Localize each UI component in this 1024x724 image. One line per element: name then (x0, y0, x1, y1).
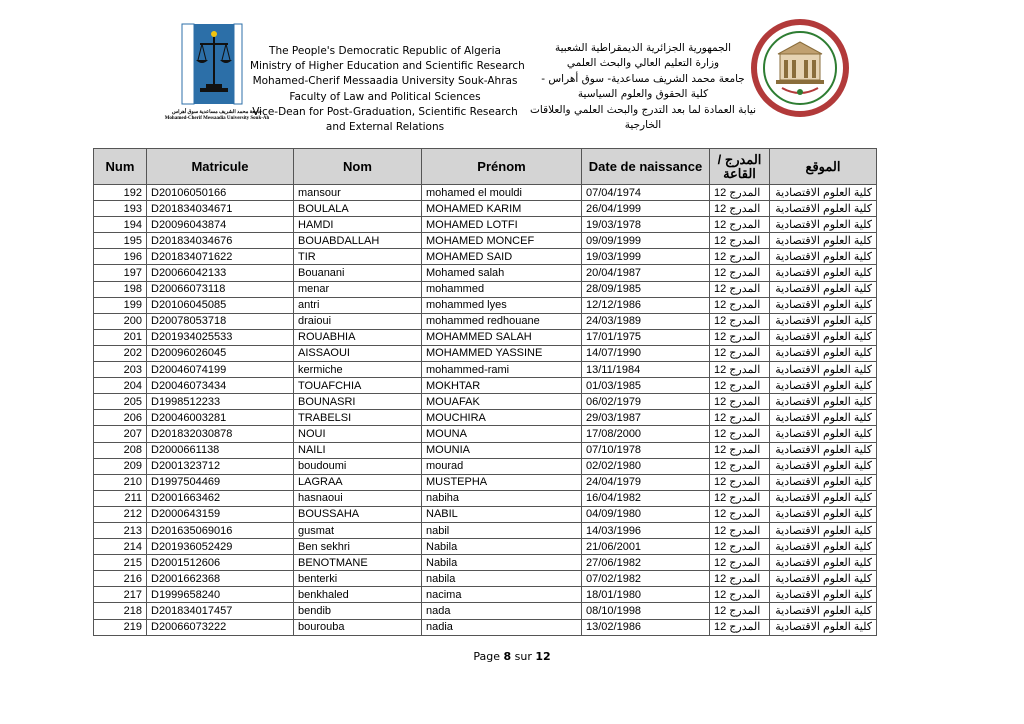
cell-matricule: D1997504469 (147, 474, 294, 490)
cell-num: 216 (94, 571, 147, 587)
table-row (94, 329, 877, 345)
cell-nom: TOUAFCHIA (294, 378, 422, 394)
cell-location: كلية العلوم الاقتصادية (770, 329, 877, 345)
cell-location: كلية العلوم الاقتصادية (770, 426, 877, 442)
logo-caption-english: Mohamed-Cherif Messaadia University Souk-Ah (164, 116, 270, 121)
header-ar-line-4: كلية الحقوق والعلوم السياسية (577, 88, 709, 101)
cell-date-naissance: 08/10/1998 (582, 603, 710, 619)
cell-date-naissance: 13/02/1986 (582, 619, 710, 635)
header-ar-line-2: وزارة التعليم العالي والبحث العلمي (566, 57, 720, 70)
cell-nom: HAMDI (294, 217, 422, 233)
table-row (94, 442, 877, 458)
cell-date-naissance: 01/03/1985 (582, 378, 710, 394)
cell-nom: Bouanani (294, 265, 422, 281)
cell-matricule: D2001662368 (147, 571, 294, 587)
cell-location: كلية العلوم الاقتصادية (770, 539, 877, 555)
header-en-line-1: The People's Democratic Republic of Algeria (269, 45, 501, 57)
cell-location: كلية العلوم الاقتصادية (770, 217, 877, 233)
cell-matricule: D20106045085 (147, 297, 294, 313)
cell-date-naissance: 16/04/1982 (582, 490, 710, 506)
cell-nom: hasnaoui (294, 490, 422, 506)
cell-prenom: NABIL (422, 506, 582, 522)
cell-num: 218 (94, 603, 147, 619)
cell-amphi-salle: المدرج 12 (710, 249, 770, 265)
cell-amphi-salle: المدرج 12 (710, 362, 770, 378)
cell-num: 201 (94, 329, 147, 345)
cell-num: 194 (94, 217, 147, 233)
cell-location: كلية العلوم الاقتصادية (770, 490, 877, 506)
cell-prenom: MOHAMED LOTFI (422, 217, 582, 233)
cell-nom: menar (294, 281, 422, 297)
cell-nom: gusmat (294, 522, 422, 538)
cell-date-naissance: 24/03/1989 (582, 313, 710, 329)
header-ar-line-6: الخارجية (624, 119, 662, 132)
table-row (94, 458, 877, 474)
cell-date-naissance: 19/03/1978 (582, 217, 710, 233)
cell-nom: benterki (294, 571, 422, 587)
cell-nom: BOUSSAHA (294, 506, 422, 522)
cell-nom: ROUABHIA (294, 329, 422, 345)
cell-matricule: D201834034676 (147, 233, 294, 249)
table-row (94, 233, 877, 249)
cell-nom: Ben sekhri (294, 539, 422, 555)
cell-matricule: D201635069016 (147, 522, 294, 538)
cell-num: 195 (94, 233, 147, 249)
table-header-row (94, 149, 877, 185)
cell-date-naissance: 24/04/1979 (582, 474, 710, 490)
cell-amphi-salle: المدرج 12 (710, 265, 770, 281)
faculty-seal-logo-right (750, 18, 850, 118)
cell-nom: kermiche (294, 362, 422, 378)
faculty-seal-icon (750, 18, 850, 118)
table-row (94, 394, 877, 410)
header-ar-line-3: جامعة محمد الشريف مساعدية- سوق أهراس - (541, 72, 745, 85)
cell-matricule: D20066042133 (147, 265, 294, 281)
cell-matricule: D201834071622 (147, 249, 294, 265)
cell-prenom: MOUCHIRA (422, 410, 582, 426)
cell-prenom: nacima (422, 587, 582, 603)
cell-num: 211 (94, 490, 147, 506)
table-row (94, 201, 877, 217)
table-row (94, 474, 877, 490)
cell-location: كلية العلوم الاقتصادية (770, 571, 877, 587)
col-header-amphi-salle: المدرج / القاعة (710, 149, 770, 185)
col-header-location: الموقع (770, 149, 877, 185)
table-row (94, 297, 877, 313)
cell-prenom: mohammed redhouane (422, 313, 582, 329)
header-ar-line-1: الجمهورية الجزائرية الديمقراطية الشعبية (554, 42, 732, 54)
cell-location: كلية العلوم الاقتصادية (770, 474, 877, 490)
cell-prenom: mohammed lyes (422, 297, 582, 313)
cell-num: 192 (94, 185, 147, 201)
cell-nom: benkhaled (294, 587, 422, 603)
header-en-line-6: and External Relations (325, 121, 445, 134)
cell-prenom: nabil (422, 522, 582, 538)
cell-prenom: MOHAMED KARIM (422, 201, 582, 217)
cell-num: 196 (94, 249, 147, 265)
cell-location: كلية العلوم الاقتصادية (770, 297, 877, 313)
table-row (94, 506, 877, 522)
cell-num: 200 (94, 313, 147, 329)
col-header-matricule: Matricule (147, 149, 294, 185)
cell-nom: TIR (294, 249, 422, 265)
cell-prenom: MOKHTAR (422, 378, 582, 394)
cell-num: 208 (94, 442, 147, 458)
cell-date-naissance: 06/02/1979 (582, 394, 710, 410)
cell-matricule: D20096043874 (147, 217, 294, 233)
cell-amphi-salle: المدرج 12 (710, 539, 770, 555)
cell-num: 205 (94, 394, 147, 410)
cell-location: كلية العلوم الاقتصادية (770, 394, 877, 410)
cell-date-naissance: 21/06/2001 (582, 539, 710, 555)
table-row (94, 249, 877, 265)
cell-amphi-salle: المدرج 12 (710, 297, 770, 313)
cell-amphi-salle: المدرج 12 (710, 426, 770, 442)
table-row (94, 362, 877, 378)
table-row (94, 490, 877, 506)
cell-matricule: D2000661138 (147, 442, 294, 458)
header-english (250, 44, 525, 135)
cell-date-naissance: 07/10/1978 (582, 442, 710, 458)
cell-amphi-salle: المدرج 12 (710, 490, 770, 506)
cell-location: كلية العلوم الاقتصادية (770, 619, 877, 635)
cell-prenom: nadia (422, 619, 582, 635)
cell-prenom: nada (422, 603, 582, 619)
cell-location: كلية العلوم الاقتصادية (770, 249, 877, 265)
header-en-line-4: Faculty of Law and Political Sciences (289, 90, 481, 103)
cell-location: كلية العلوم الاقتصادية (770, 313, 877, 329)
cell-amphi-salle: المدرج 12 (710, 394, 770, 410)
cell-num: 219 (94, 619, 147, 635)
cell-date-naissance: 07/04/1974 (582, 185, 710, 201)
table-row (94, 313, 877, 329)
cell-prenom: Mohamed salah (422, 265, 582, 281)
cell-num: 203 (94, 362, 147, 378)
cell-prenom: MOHAMMED YASSINE (422, 345, 582, 361)
cell-prenom: mohammed (422, 281, 582, 297)
cell-matricule: D201834017457 (147, 603, 294, 619)
cell-location: كلية العلوم الاقتصادية (770, 555, 877, 571)
cell-amphi-salle: المدرج 12 (710, 571, 770, 587)
cell-matricule: D201832030878 (147, 426, 294, 442)
cell-num: 214 (94, 539, 147, 555)
cell-nom: BENOTMANE (294, 555, 422, 571)
cell-nom: boudoumi (294, 458, 422, 474)
footer-separator: sur (514, 650, 532, 663)
cell-nom: antri (294, 297, 422, 313)
logo-caption-arabic: جامعة محمد الشريف مساعدية سوق أهراس (171, 110, 263, 115)
cell-nom: mansour (294, 185, 422, 201)
university-logo-left (180, 22, 244, 110)
cell-amphi-salle: المدرج 12 (710, 442, 770, 458)
cell-location: كلية العلوم الاقتصادية (770, 265, 877, 281)
cell-location: كلية العلوم الاقتصادية (770, 458, 877, 474)
table-row (94, 555, 877, 571)
cell-date-naissance: 19/03/1999 (582, 249, 710, 265)
cell-prenom: MOHAMED SAID (422, 249, 582, 265)
cell-prenom: Nabila (422, 539, 582, 555)
cell-num: 213 (94, 522, 147, 538)
cell-nom: TRABELSI (294, 410, 422, 426)
header-en-line-3: Mohamed-Cherif Messaadia University Souk-Ahras (252, 75, 518, 88)
cell-location: كلية العلوم الاقتصادية (770, 201, 877, 217)
cell-prenom: Nabila (422, 555, 582, 571)
cell-amphi-salle: المدرج 12 (710, 233, 770, 249)
cell-date-naissance: 12/12/1986 (582, 297, 710, 313)
scales-of-justice-emblem (180, 22, 244, 110)
cell-location: كلية العلوم الاقتصادية (770, 233, 877, 249)
cell-matricule: D20078053718 (147, 313, 294, 329)
cell-prenom: MOHAMMED SALAH (422, 329, 582, 345)
table-row (94, 619, 877, 635)
cell-matricule: D201934025533 (147, 329, 294, 345)
cell-location: كلية العلوم الاقتصادية (770, 410, 877, 426)
cell-num: 199 (94, 297, 147, 313)
cell-date-naissance: 29/03/1987 (582, 410, 710, 426)
cell-matricule: D20106050166 (147, 185, 294, 201)
table-row (94, 345, 877, 361)
cell-nom: draioui (294, 313, 422, 329)
cell-nom: AISSAOUI (294, 345, 422, 361)
cell-nom: LAGRAA (294, 474, 422, 490)
cell-date-naissance: 13/11/1984 (582, 362, 710, 378)
cell-date-naissance: 02/02/1980 (582, 458, 710, 474)
cell-amphi-salle: المدرج 12 (710, 217, 770, 233)
cell-matricule: D20046003281 (147, 410, 294, 426)
cell-amphi-salle: المدرج 12 (710, 474, 770, 490)
cell-amphi-salle: المدرج 12 (710, 458, 770, 474)
col-header-prenom: Prénom (422, 149, 582, 185)
cell-prenom: nabiha (422, 490, 582, 506)
table-row (94, 522, 877, 538)
table-row (94, 281, 877, 297)
cell-date-naissance: 28/09/1985 (582, 281, 710, 297)
cell-location: كلية العلوم الاقتصادية (770, 587, 877, 603)
table-row (94, 539, 877, 555)
table-row (94, 571, 877, 587)
cell-num: 207 (94, 426, 147, 442)
cell-amphi-salle: المدرج 12 (710, 329, 770, 345)
cell-num: 193 (94, 201, 147, 217)
cell-prenom: MOHAMED MONCEF (422, 233, 582, 249)
cell-nom: bourouba (294, 619, 422, 635)
cell-prenom: MOUNA (422, 426, 582, 442)
table-row (94, 378, 877, 394)
cell-amphi-salle: المدرج 12 (710, 201, 770, 217)
cell-num: 202 (94, 345, 147, 361)
cell-location: كلية العلوم الاقتصادية (770, 603, 877, 619)
cell-num: 217 (94, 587, 147, 603)
cell-date-naissance: 17/01/1975 (582, 329, 710, 345)
cell-num: 209 (94, 458, 147, 474)
cell-matricule: D1998512233 (147, 394, 294, 410)
cell-location: كلية العلوم الاقتصادية (770, 522, 877, 538)
table-row (94, 185, 877, 201)
table-row (94, 265, 877, 281)
col-header-nom: Nom (294, 149, 422, 185)
cell-date-naissance: 09/09/1999 (582, 233, 710, 249)
footer-page-prefix: Page (473, 650, 500, 663)
cell-prenom: mohammed-rami (422, 362, 582, 378)
cell-matricule: D20046074199 (147, 362, 294, 378)
header-en-line-2: Ministry of Higher Education and Scientific Research (250, 60, 525, 73)
cell-num: 210 (94, 474, 147, 490)
cell-location: كلية العلوم الاقتصادية (770, 185, 877, 201)
cell-date-naissance: 18/01/1980 (582, 587, 710, 603)
cell-location: كلية العلوم الاقتصادية (770, 345, 877, 361)
cell-prenom: nabila (422, 571, 582, 587)
cell-amphi-salle: المدرج 12 (710, 185, 770, 201)
cell-prenom: MOUNIA (422, 442, 582, 458)
cell-amphi-salle: المدرج 12 (710, 522, 770, 538)
cell-date-naissance: 27/06/1982 (582, 555, 710, 571)
cell-num: 198 (94, 281, 147, 297)
cell-amphi-salle: المدرج 12 (710, 587, 770, 603)
cell-amphi-salle: المدرج 12 (710, 619, 770, 635)
cell-num: 204 (94, 378, 147, 394)
cell-num: 215 (94, 555, 147, 571)
page-footer (0, 650, 1024, 663)
cell-amphi-salle: المدرج 12 (710, 378, 770, 394)
cell-date-naissance: 14/03/1996 (582, 522, 710, 538)
cell-location: كلية العلوم الاقتصادية (770, 506, 877, 522)
cell-prenom: MUSTEPHA (422, 474, 582, 490)
table-row (94, 603, 877, 619)
cell-amphi-salle: المدرج 12 (710, 281, 770, 297)
cell-date-naissance: 14/07/1990 (582, 345, 710, 361)
table-row (94, 426, 877, 442)
cell-nom: BOUNASRI (294, 394, 422, 410)
cell-amphi-salle: المدرج 12 (710, 603, 770, 619)
cell-date-naissance: 26/04/1999 (582, 201, 710, 217)
cell-matricule: D2000643159 (147, 506, 294, 522)
cell-prenom: mohamed el mouldi (422, 185, 582, 201)
cell-nom: BOULALA (294, 201, 422, 217)
cell-nom: bendib (294, 603, 422, 619)
cell-num: 206 (94, 410, 147, 426)
student-list-table (93, 148, 877, 636)
col-header-date-naissance: Date de naissance (582, 149, 710, 185)
cell-date-naissance: 20/04/1987 (582, 265, 710, 281)
footer-total-pages: 12 (535, 650, 551, 663)
cell-nom: NOUI (294, 426, 422, 442)
cell-amphi-salle: المدرج 12 (710, 506, 770, 522)
header-ar-line-5: نيابة العمادة لما بعد التدرج والبحث العلمي والعلاقات (530, 103, 756, 116)
cell-amphi-salle: المدرج 12 (710, 410, 770, 426)
cell-date-naissance: 07/02/1982 (582, 571, 710, 587)
cell-prenom: MOUAFAK (422, 394, 582, 410)
cell-matricule: D2001323712 (147, 458, 294, 474)
table-body (94, 185, 877, 636)
footer-current-page: 8 (503, 650, 512, 663)
cell-date-naissance: 04/09/1980 (582, 506, 710, 522)
cell-prenom: mourad (422, 458, 582, 474)
cell-amphi-salle: المدرج 12 (710, 313, 770, 329)
table-row (94, 217, 877, 233)
cell-matricule: D201834034671 (147, 201, 294, 217)
cell-location: كلية العلوم الاقتصادية (770, 378, 877, 394)
cell-nom: NAILI (294, 442, 422, 458)
cell-matricule: D1999658240 (147, 587, 294, 603)
header-arabic (528, 41, 758, 133)
table-row (94, 587, 877, 603)
cell-location: كلية العلوم الاقتصادية (770, 362, 877, 378)
col-header-num: Num (94, 149, 147, 185)
cell-num: 197 (94, 265, 147, 281)
cell-amphi-salle: المدرج 12 (710, 555, 770, 571)
cell-num: 212 (94, 506, 147, 522)
header-en-line-5: Vice-Dean for Post-Graduation, Scientific Research (252, 105, 518, 118)
cell-matricule: D20066073118 (147, 281, 294, 297)
cell-matricule: D20046073434 (147, 378, 294, 394)
cell-matricule: D2001663462 (147, 490, 294, 506)
cell-matricule: D2001512606 (147, 555, 294, 571)
cell-matricule: D201936052429 (147, 539, 294, 555)
cell-date-naissance: 17/08/2000 (582, 426, 710, 442)
cell-matricule: D20096026045 (147, 345, 294, 361)
cell-location: كلية العلوم الاقتصادية (770, 281, 877, 297)
cell-matricule: D20066073222 (147, 619, 294, 635)
cell-amphi-salle: المدرج 12 (710, 345, 770, 361)
cell-location: كلية العلوم الاقتصادية (770, 442, 877, 458)
table-row (94, 410, 877, 426)
cell-nom: BOUABDALLAH (294, 233, 422, 249)
